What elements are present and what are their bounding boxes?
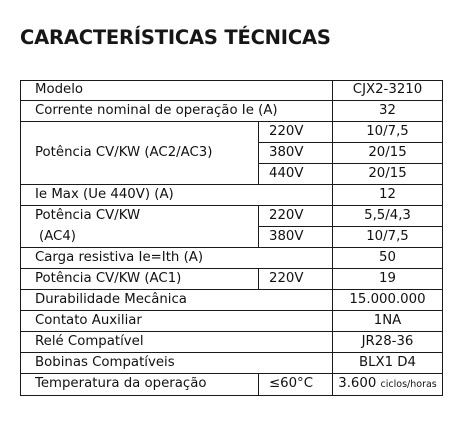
table-row [21,289,443,310]
row-value-bobinas: BLX1 D4 [333,352,443,373]
row-label-potencia-ac1: Potência CV/KW (AC1) [21,268,259,289]
voltage-cell: 440V [259,163,333,184]
row-label-ie-max: Ie Max (Ue 440V) (A) [21,184,333,205]
cycles-unit: ciclos/horas [380,379,437,391]
row-value-potencia-ac1: 19 [333,268,443,289]
row-label-potencia-ac4-line2: (AC4) [21,226,259,247]
row-label-corrente: Corrente nominal de operação Ie (A) [21,100,333,121]
voltage-cell: 220V [259,205,333,226]
table-row [21,373,443,395]
table-row [21,184,443,205]
value-cell: 10/7,5 [333,121,443,142]
row-value-corrente: 32 [333,100,443,121]
row-label-potencia-ac4-line1: Potência CV/KW [21,205,259,226]
row-label-contato: Contato Auxiliar [21,310,333,331]
row-label-temperatura: Temperatura da operação [21,373,259,395]
row-value-rele: JR28-36 [333,331,443,352]
row-label-potencia-ac2-ac3: Potência CV/KW (AC2/AC3) [21,121,259,184]
value-cell: 20/15 [333,142,443,163]
row-value-durabilidade: 15.000.000 [333,289,443,310]
table-row [21,205,443,226]
table-row [21,81,443,101]
row-value-modelo: CJX2-3210 [333,81,443,101]
table-row [21,247,443,268]
voltage-cell: 220V [259,121,333,142]
cycles-value: 3.600 [338,376,377,392]
table-row [21,268,443,289]
temperature-range: ≤60°C [259,373,333,395]
row-label-carga: Carga resistiva Ie=Ith (A) [21,247,333,268]
row-label-rele: Relé Compatível [21,331,333,352]
row-label-modelo: Modelo [21,81,333,101]
table-row [21,331,443,352]
voltage-cell: 220V [259,268,333,289]
row-label-bobinas: Bobinas Compatíveis [21,352,333,373]
table-row [21,121,443,142]
table-row [21,310,443,331]
table-row [21,226,443,247]
value-cell: 10/7,5 [333,226,443,247]
table-row [21,352,443,373]
page-title: CARACTERÍSTICAS TÉCNICAS [20,26,331,49]
table-row [21,100,443,121]
row-value-carga: 50 [333,247,443,268]
row-value-ie-max: 12 [333,184,443,205]
specs-table [20,80,443,396]
voltage-cell: 380V [259,226,333,247]
row-value-temperatura [333,373,443,395]
row-value-contato: 1NA [333,310,443,331]
value-cell: 20/15 [333,163,443,184]
voltage-cell: 380V [259,142,333,163]
row-label-durabilidade: Durabilidade Mecânica [21,289,333,310]
value-cell: 5,5/4,3 [333,205,443,226]
